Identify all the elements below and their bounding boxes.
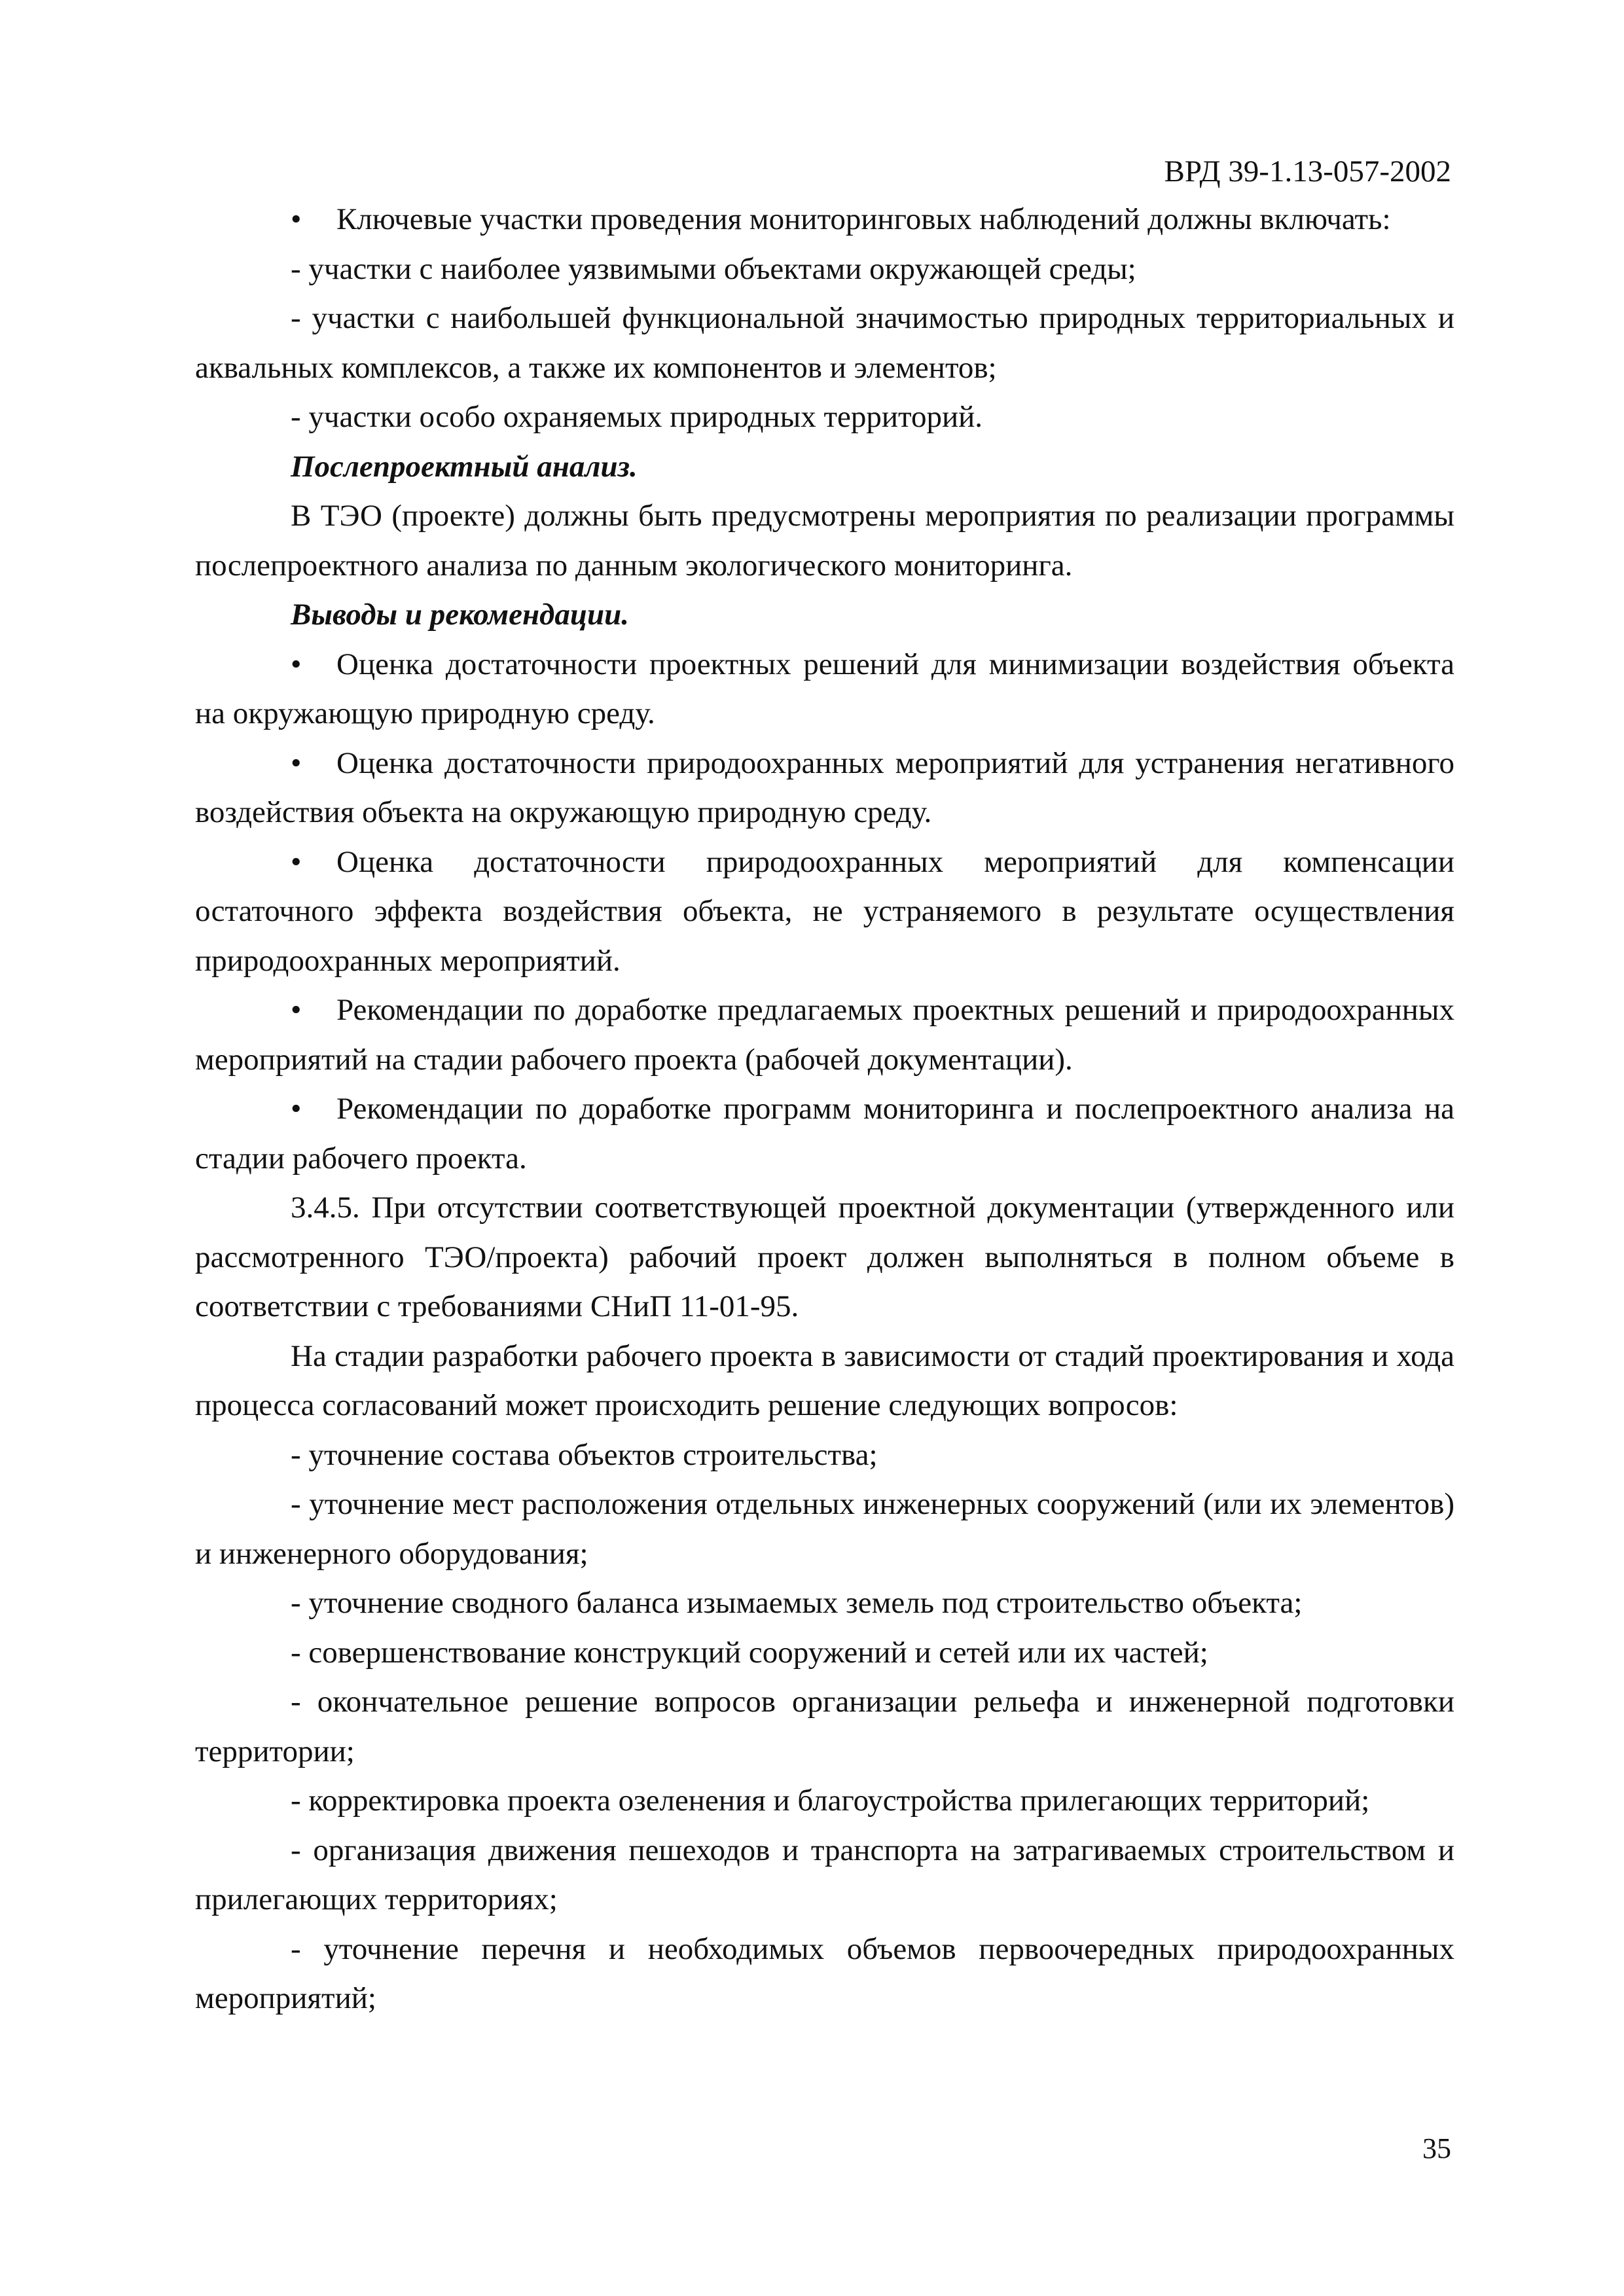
section-heading: Послепроектный анализ. <box>291 449 638 484</box>
bullet-icon: • <box>291 1092 302 1126</box>
paragraph: В ТЭО (проекте) должны быть предусмотрены мероприятия по реализации программы послепроектного анализа по данным экологического мониторинга. <box>195 499 1454 583</box>
bullet-paragraph <box>195 986 1454 1085</box>
bullet-paragraph <box>195 739 1454 838</box>
paragraph: - совершенствование конструкций сооружений и сетей или их частей; <box>291 1635 1208 1670</box>
bullet-icon: • <box>291 647 302 681</box>
paragraph: - участки с наиболее уязвимыми объектами окружающей среды; <box>291 251 1136 286</box>
paragraph: - уточнение состава объектов строительства; <box>291 1437 878 1472</box>
paragraph-text: Ключевые участки проведения мониторинговых наблюдений должны включать: <box>336 202 1391 236</box>
bullet-icon: • <box>291 844 302 879</box>
paragraph: 3.4.5. При отсутствии соответствующей проектной документации (утвержденного или рассмотренного ТЭО/проекта) рабочий проект должен выполняться в полном объеме в соответствии с требованиями СНиП 11-01-95. <box>195 1191 1454 1323</box>
paragraph-text: Оценка достаточности проектных решений для минимизации воздействия объекта на окружающую природную среду. <box>195 647 1454 730</box>
bullet-paragraph <box>195 838 1454 986</box>
document-body <box>195 195 1454 2024</box>
paragraph-text: Оценка достаточности природоохранных мероприятий для устранения негативного воздействия объекта на окружающую природную среду. <box>195 745 1454 829</box>
paragraph: - окончательное решение вопросов организации рельефа и инженерной подготовки территории; <box>195 1685 1454 1768</box>
paragraph: - уточнение перечня и необходимых объемов первоочередных природоохранных мероприятий; <box>195 1931 1454 2015</box>
bullet-icon: • <box>291 993 302 1027</box>
paragraph-text: Рекомендации по доработке предлагаемых проектных решений и природоохранных мероприятий на стадии рабочего проекта (рабочей документации). <box>195 993 1454 1077</box>
bullet-paragraph <box>195 195 1454 245</box>
paragraph: - уточнение сводного баланса изымаемых земель под строительство объекта; <box>291 1586 1303 1620</box>
paragraph-text: Оценка достаточности природоохранных мероприятий для компенсации остаточного эффекта воздействия объекта, не устраняемого в результате осуществления природоохранных мероприятий. <box>195 844 1454 978</box>
paragraph: - участки с наибольшей функциональной значимостью природных территориальных и аквальных комплексов, а также их компонентов и элементов; <box>195 301 1454 385</box>
bullet-paragraph <box>195 640 1454 739</box>
paragraph-text: Рекомендации по доработке программ мониторинга и послепроектного анализа на стадии рабочего проекта. <box>195 1092 1454 1175</box>
paragraph: - участки особо охраняемых природных территорий. <box>291 400 983 434</box>
paragraph: - корректировка проекта озеленения и благоустройства прилегающих территорий; <box>291 1784 1370 1818</box>
paragraph: - уточнение мест расположения отдельных инженерных сооружений (или их элементов) и инженерного оборудования; <box>195 1487 1454 1571</box>
page-number: 35 <box>1422 2132 1451 2164</box>
bullet-paragraph <box>195 1085 1454 1183</box>
paragraph: На стадии разработки рабочего проекта в зависимости от стадий проектирования и хода процесса согласований может происходить решение следующих вопросов: <box>195 1338 1454 1422</box>
bullet-icon: • <box>291 745 302 780</box>
document-code-header: ВРД 39-1.13-057-2002 <box>1164 154 1451 188</box>
bullet-icon: • <box>291 202 302 236</box>
section-heading: Выводы и рекомендации. <box>291 598 630 632</box>
paragraph: - организация движения пешеходов и транспорта на затрагиваемых строительством и прилегающих территориях; <box>195 1833 1454 1916</box>
